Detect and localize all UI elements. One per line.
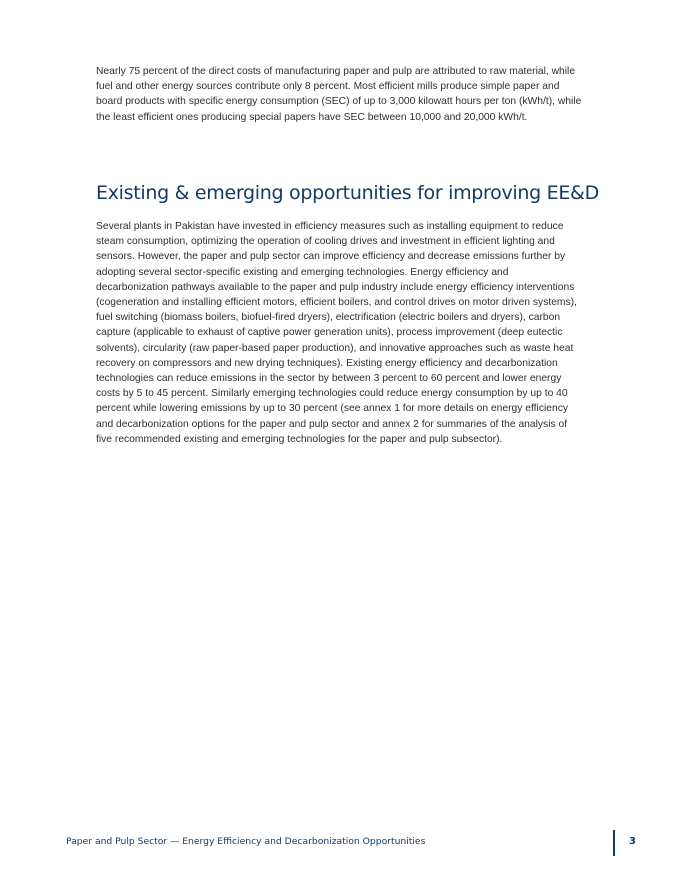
footer-document-title: Paper and Pulp Sector — Energy Efficiency and Decarbonization Opportunities [66,836,426,847]
page-footer [0,828,680,856]
page-number: 3 [629,836,636,847]
intro-paragraph: Nearly 75 percent of the direct costs of manufacturing paper and pulp are attributed to raw material, while fuel and other energy sources contribute only 8 percent. Most efficient mills produce simple paper and board products with specific energy consumption (SEC) of up to 3,000 kilowatt hours per ton (kWh/t), while the least efficient ones producing special papers have SEC between 10,000 and 20,000 kWh/t. [96,66,582,123]
opportunities-paragraph: Several plants in Pakistan have invested in efficiency measures such as installing equipment to reduce steam consumption, optimizing the operation of cooling drives and investment in efficient lighting and sensors. However, the paper and pulp sector can improve efficiency and decrease emissions further by adopting several sector-specific existing and emerging technologies. Energy efficiency and decarbonization pathways available to the paper and pulp industry include energy efficiency interventions (cogeneration and installing efficient motors, efficient boilers, and control drives on motor driven systems), fuel switching (biomass boilers, biofuel-fired dryers), electrification (electric boilers and dryers), carbon capture (applicable to exhaust of captive power generation units), process improvement (deep eutectic solvents), circularity (raw paper-based paper production), and innovative approaches such as waste heat recovery on compressors and new drying techniques). Existing energy efficiency and decarbonization technologies can reduce emissions in the sector by between 3 percent to 60 percent and lower energy costs by 5 to 45 percent. Similarly emerging technologies could reduce energy consumption by up to 40 percent while lowering emissions by up to 30 percent (see annex 1 for more details on energy efficiency and decarbonization options for the paper and pulp sector and annex 2 for summaries of the analysis of five recommended existing and emerging technologies for the paper and pulp subsector). [96,221,577,445]
section-heading: Existing & emerging opportunities for improving EE&D [96,182,599,204]
footer-divider [613,830,615,856]
